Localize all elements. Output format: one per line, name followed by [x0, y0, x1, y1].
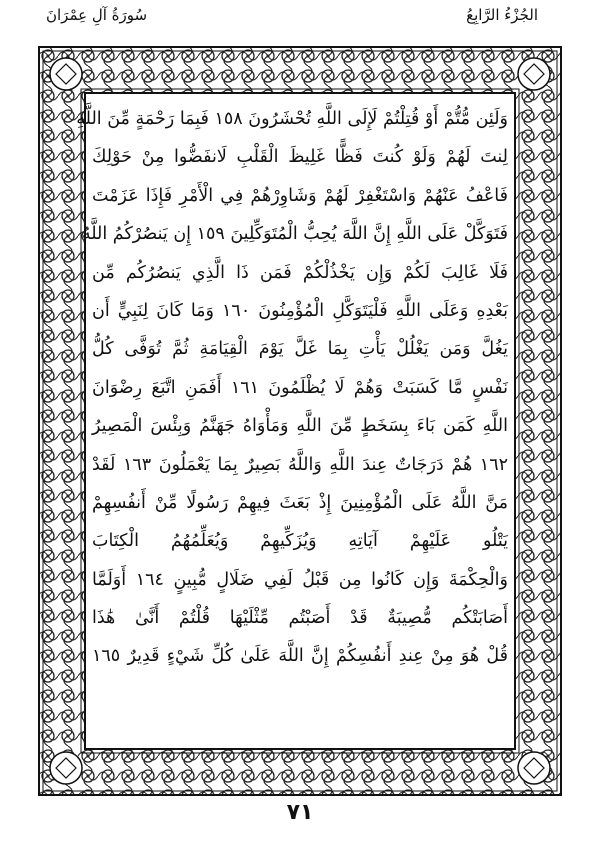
text-line: وَالْحِكْمَةَ وَإِن كَانُوا مِن قَبْلُ لَفِي ضَلَالٍ مُّبِينٍ ١٦٤ أَوَلَمَّا — [92, 569, 508, 590]
text-line: فَتَوَكَّلْ عَلَى اللَّهِ إِنَّ اللَّهَ يُحِبُّ الْمُتَوَكِّلِينَ ١٥٩ إِن يَنصُرْكُمُ اللَّهُ — [81, 224, 508, 245]
page-number: ٧١ — [286, 800, 314, 825]
text-line: وَلَئِن مُّتُّمْ أَوْ قُتِلْتُمْ لَإِلَى اللَّهِ تُحْشَرُونَ ١٥٨ فَبِمَا رَحْمَةٍ مِّنَ اللَّهِ — [76, 109, 508, 129]
text-line: مَنَّ اللَّهُ عَلَى الْمُؤْمِنِينَ إِذْ بَعَثَ فِيهِمْ رَسُولًا مِّنْ أَنفُسِهِمْ — [92, 492, 508, 513]
text-line: يَتْلُو عَلَيْهِمْ آيَاتِهِ وَيُزَكِّيهِمْ وَيُعَلِّمُهُمُ الْكِتَابَ — [92, 531, 508, 552]
text-line: لِنتَ لَهُمْ وَلَوْ كُنتَ فَظًّا غَلِيظَ الْقَلْبِ لَانفَضُّوا مِنْ حَوْلِكَ — [92, 147, 508, 168]
text-line: فَاعْفُ عَنْهُمْ وَاسْتَغْفِرْ لَهُمْ وَشَاوِرْهُمْ فِي الْأَمْرِ فَإِذَا عَزَمْتَ — [92, 185, 508, 206]
juz-header: الجُزْءُ الرَّابِعُ — [466, 6, 538, 24]
text-line: قُلْ هُوَ مِنْ عِندِ أَنفُسِكُمْ إِنَّ اللَّهَ عَلَىٰ كُلِّ شَيْءٍ قَدِيرٌ ١٦٥ — [92, 646, 508, 667]
text-line: أَصَابَتْكُم مُّصِيبَةٌ قَدْ أَصَبْتُم مِّثْلَيْهَا قُلْتُمْ أَنَّىٰ هَٰذَا — [92, 608, 508, 629]
text-line: ١٦٢ هُمْ دَرَجَاتٌ عِندَ اللَّهِ وَاللَّهُ بَصِيرٌ بِمَا يَعْمَلُونَ ١٦٣ لَقَدْ — [92, 454, 508, 475]
text-line: نَفْسٍ مَّا كَسَبَتْ وَهُمْ لَا يُظْلَمُونَ ١٦١ أَفَمَنِ اتَّبَعَ رِضْوَانَ — [92, 377, 508, 398]
text-line: بَعْدِهِ وَعَلَى اللَّهِ فَلْيَتَوَكَّلِ الْمُؤْمِنُونَ ١٦٠ وَمَا كَانَ لِنَبِيٍّ أَن — [92, 300, 508, 321]
text-line: فَلَا غَالِبَ لَكُمْ وَإِن يَخْذُلْكُمْ فَمَن ذَا الَّذِي يَنصُرُكُم مِّن — [92, 262, 508, 283]
text-line: اللَّهِ كَمَن بَاءَ بِسَخَطٍ مِّنَ اللَّهِ وَمَأْوَاهُ جَهَنَّمُ وَبِئْسَ الْمَصِيرُ — [92, 416, 508, 437]
surah-header: سُورَةُ آلِ عِمْرَانَ — [46, 6, 148, 24]
text-line: يَغُلَّ وَمَن يَغْلُلْ يَأْتِ بِمَا غَلَّ يَوْمَ الْقِيَامَةِ ثُمَّ تُوَفَّى كُلُّ — [92, 339, 508, 360]
quran-text-block — [76, 100, 508, 676]
